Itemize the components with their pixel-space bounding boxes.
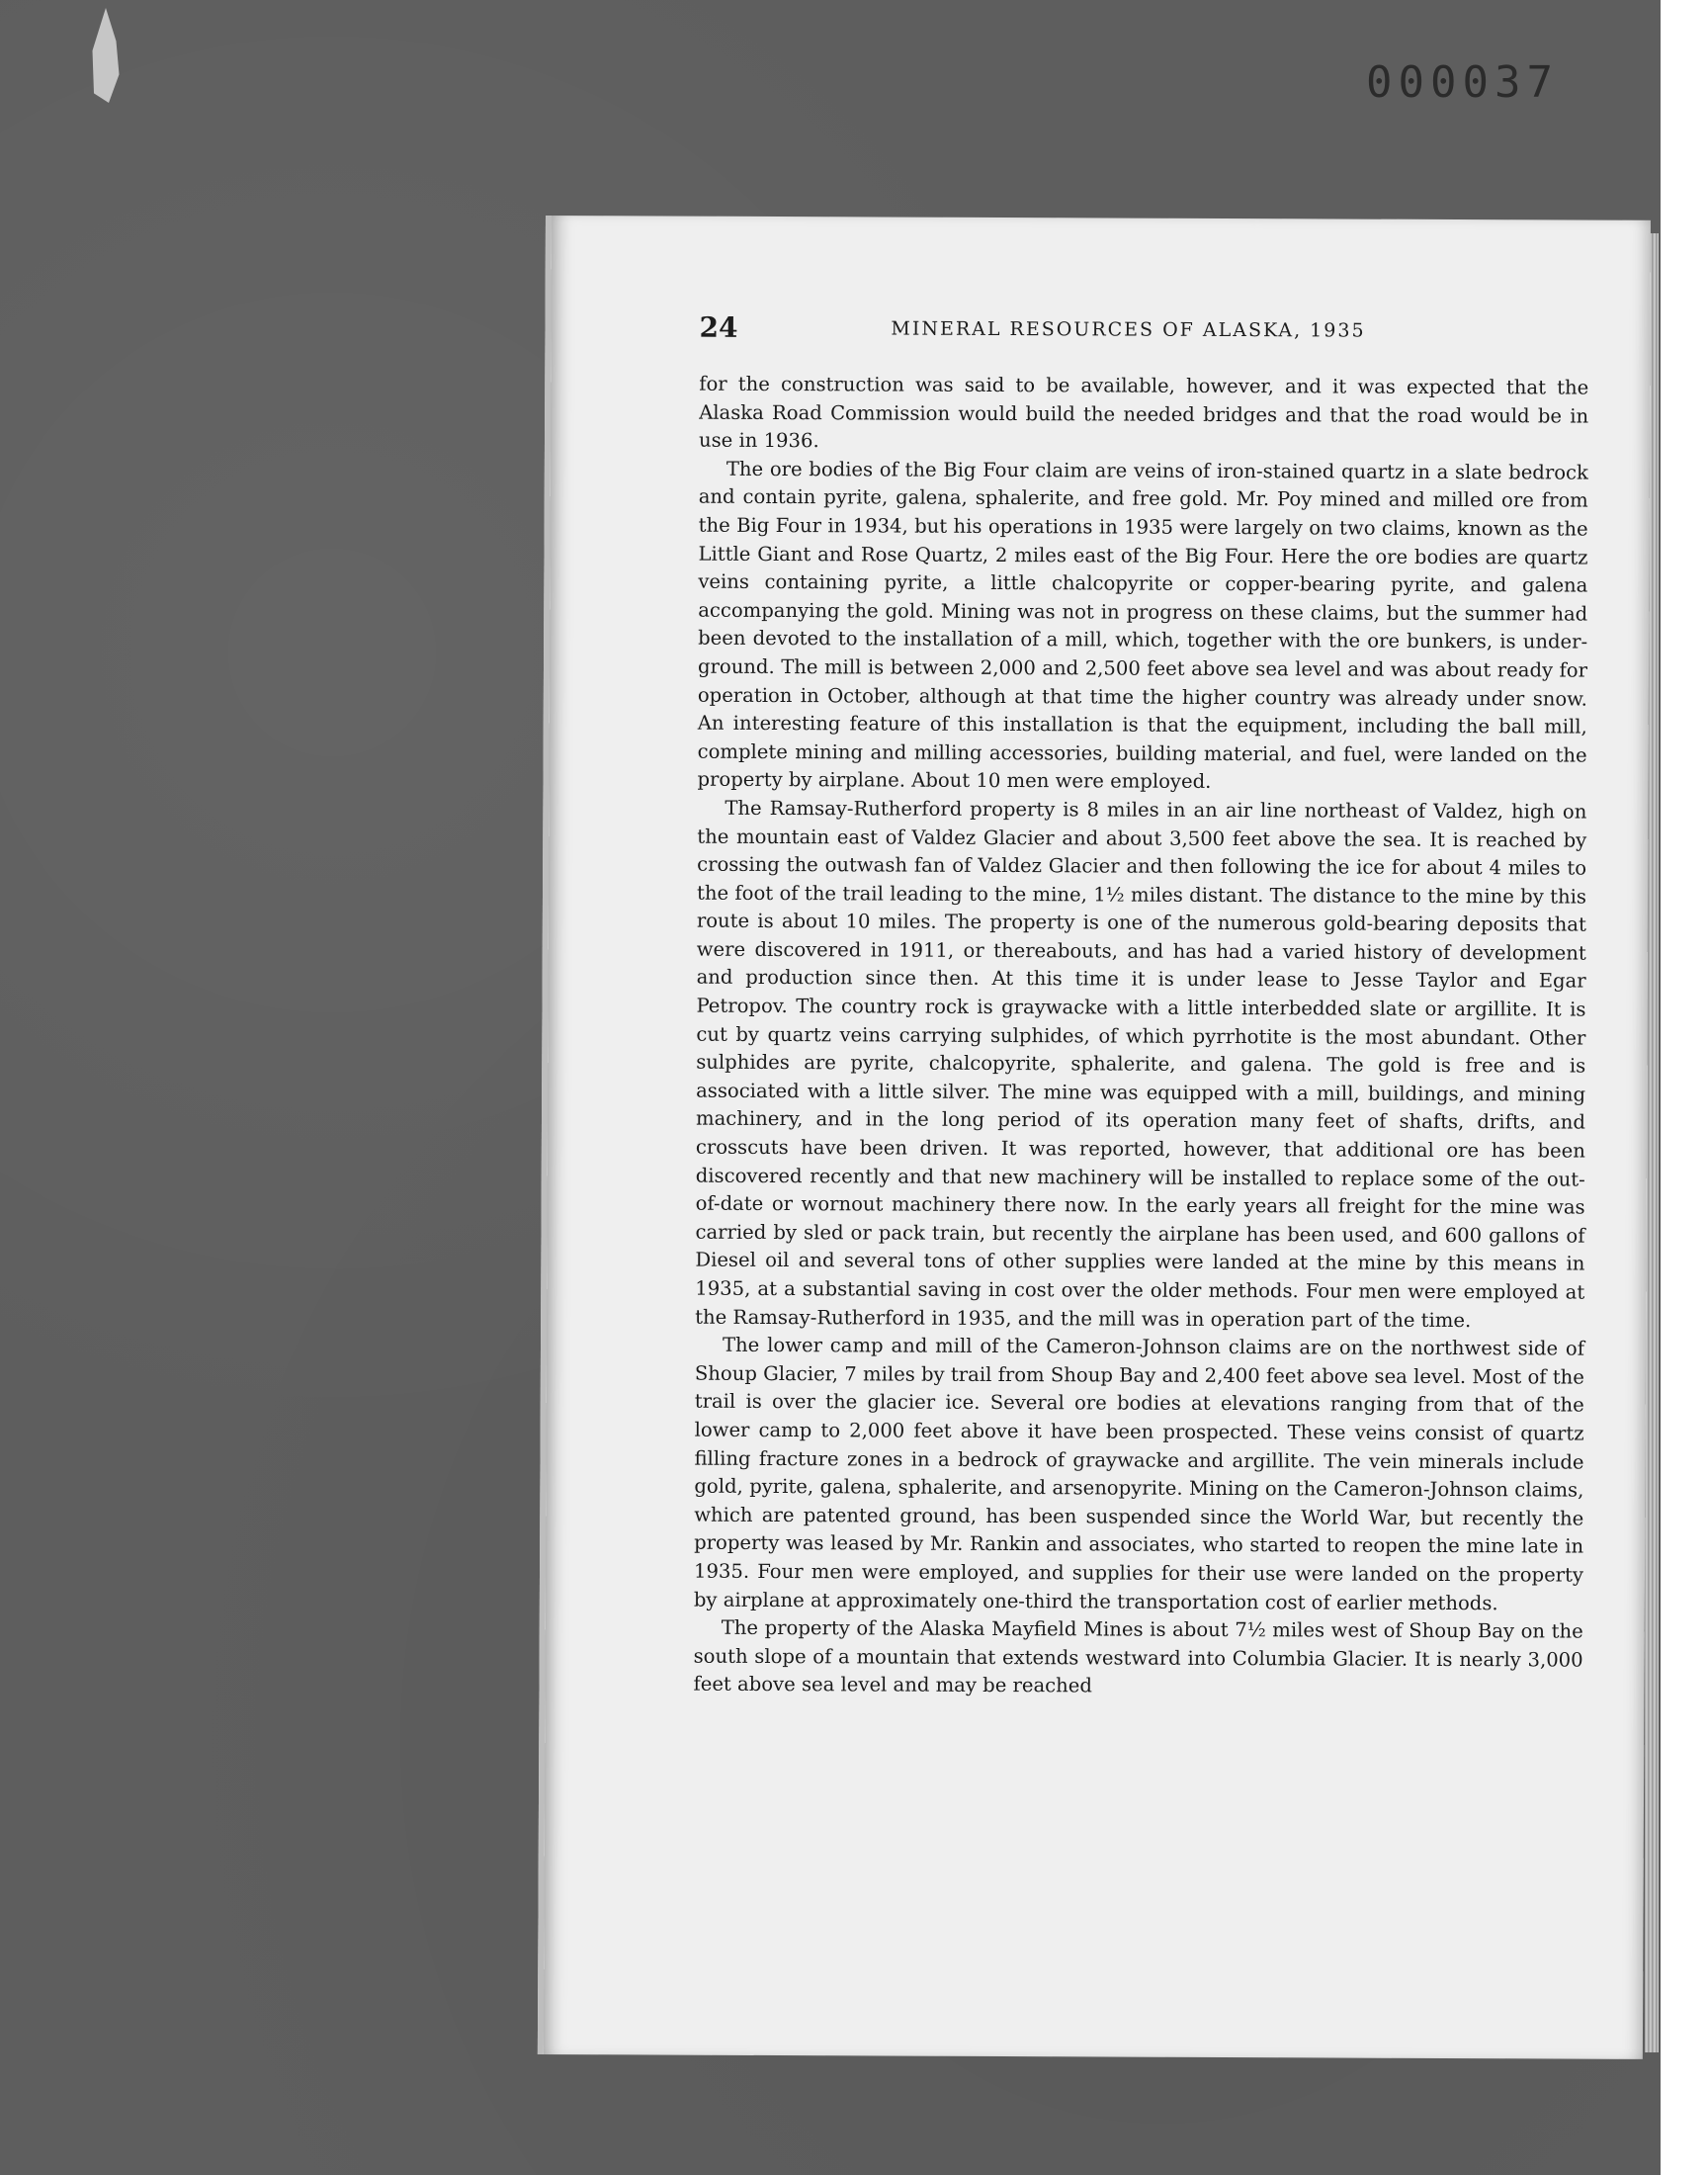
paragraph: The lower camp and mill of the Cameron-Johnson claims are on the northwest side of Shoup Glacier, 7 miles by trail from Shoup Bay and 2,400 feet above sea level. Most of the trail is over the glacier ice. Several ore bodies at elevations ranging from that of the lower camp to 2,000 feet above it have been prospected. These veins consist of quartz filling fracture zones in a bedrock of graywacke and argillite. The vein minerals include gold, pyrite, galena, sphalerite, and arsenopyrite. Mining on the Cameron-Johnson claims, which are patented ground, has been suspended since the World War, but recently the property was leased by Mr. Rankin and associates, who started to reopen the mine late in 1935. Four men were employed, and supplies for their use were landed on the property by airplane at approximately one-third the transportation cost of earlier methods. <box>693 1333 1585 1614</box>
page-header <box>699 311 1509 355</box>
right-margin <box>1661 0 1708 2175</box>
running-head: MINERAL RESOURCES OF ALASKA, 1935 <box>891 317 1366 342</box>
stamp-number: 000037 <box>1366 57 1559 108</box>
paragraph: The Ramsay-Rutherford property is 8 miles in an air line northeast of Valdez, high on the mountain east of Valdez Glacier and about 3,500 feet above the sea. It is reached by crossing the outwash fan of Valdez Glacier and then following the ice for about 4 miles to the foot of the trail leading to the mine, 1½ miles distant. The distance to the mine by this route is about 10 miles. The property is one of the numerous gold-bearing deposits that were discovered in 1911, or thereabouts, and has had a varied history of development and production since then. At this time it is under lease to Jesse Taylor and Egar Petropov. The country rock is graywacke with a little interbedded slate or argillite. It is cut by quartz veins carrying sulphides, of which pyrrhotite is the most abundant. Other sulphides are pyrite, chalcopyrite, sphalerite, and galena. The gold is free and is associated with a little silver. The mine was equipped with a mill, buildings, and mining machinery, and in the long period of its operation many feet of shafts, drifts, and crosscuts have been driven. It was reported, however, that additional ore has been discovered recently and that new machinery will be installed to replace some of the out-of-date or wornout machinery there now. In the early years all freight for the mine was carried by sled or pack train, but recently the airplane has been used, and 600 gallons of Diesel oil and several tons of other supplies were landed at the mine by this means in 1935, at a substantial saving in cost over the older methods. Four men were employed at the Ramsay-Rutherford in 1935, and the mill was in operation part of the time. <box>695 796 1587 1332</box>
paragraph: The ore bodies of the Big Four claim are veins of iron-stained quartz in a slate bedrock and contain pyrite, galena, sphalerite, and free gold. Mr. Poy mined and milled ore from the Big Four in 1934, but his operations in 1935 were largely on two claims, known as the Little Giant and Rose Quartz, 2 miles east of the Big Four. Here the ore bodies are quartz veins containing pyrite, a little chalcopyrite or copper-bearing pyrite, and galena accompanying the gold. Mining was not in progress on these claims, but the summer had been devoted to the installation of a mill, which, together with the ore bunkers, is underground. The mill is between 2,000 and 2,500 feet above sea level and was about ready for operation in October, although at that time the higher country was already under snow. An interesting feature of this installation is that the equipment, including the ball mill, complete mining and milling accessories, building material, and fuel, were landed on the property by airplane. About 10 men were employed. <box>697 457 1588 794</box>
paragraph: for the construction was said to be available, however, and it was expected that the Alaska Road Commission would build the needed bridges and that the road would be in use in 1936. <box>698 372 1589 453</box>
page-number: 24 <box>699 310 738 344</box>
page-body <box>693 371 1588 1703</box>
paragraph: The property of the Alaska Mayfield Mines is about 7½ miles west of Shoup Bay on the south slope of a mountain that extends westward into Columbia Glacier. It is nearly 3,000 feet above sea level and may be reached <box>693 1615 1583 1697</box>
book-page <box>538 216 1651 2059</box>
